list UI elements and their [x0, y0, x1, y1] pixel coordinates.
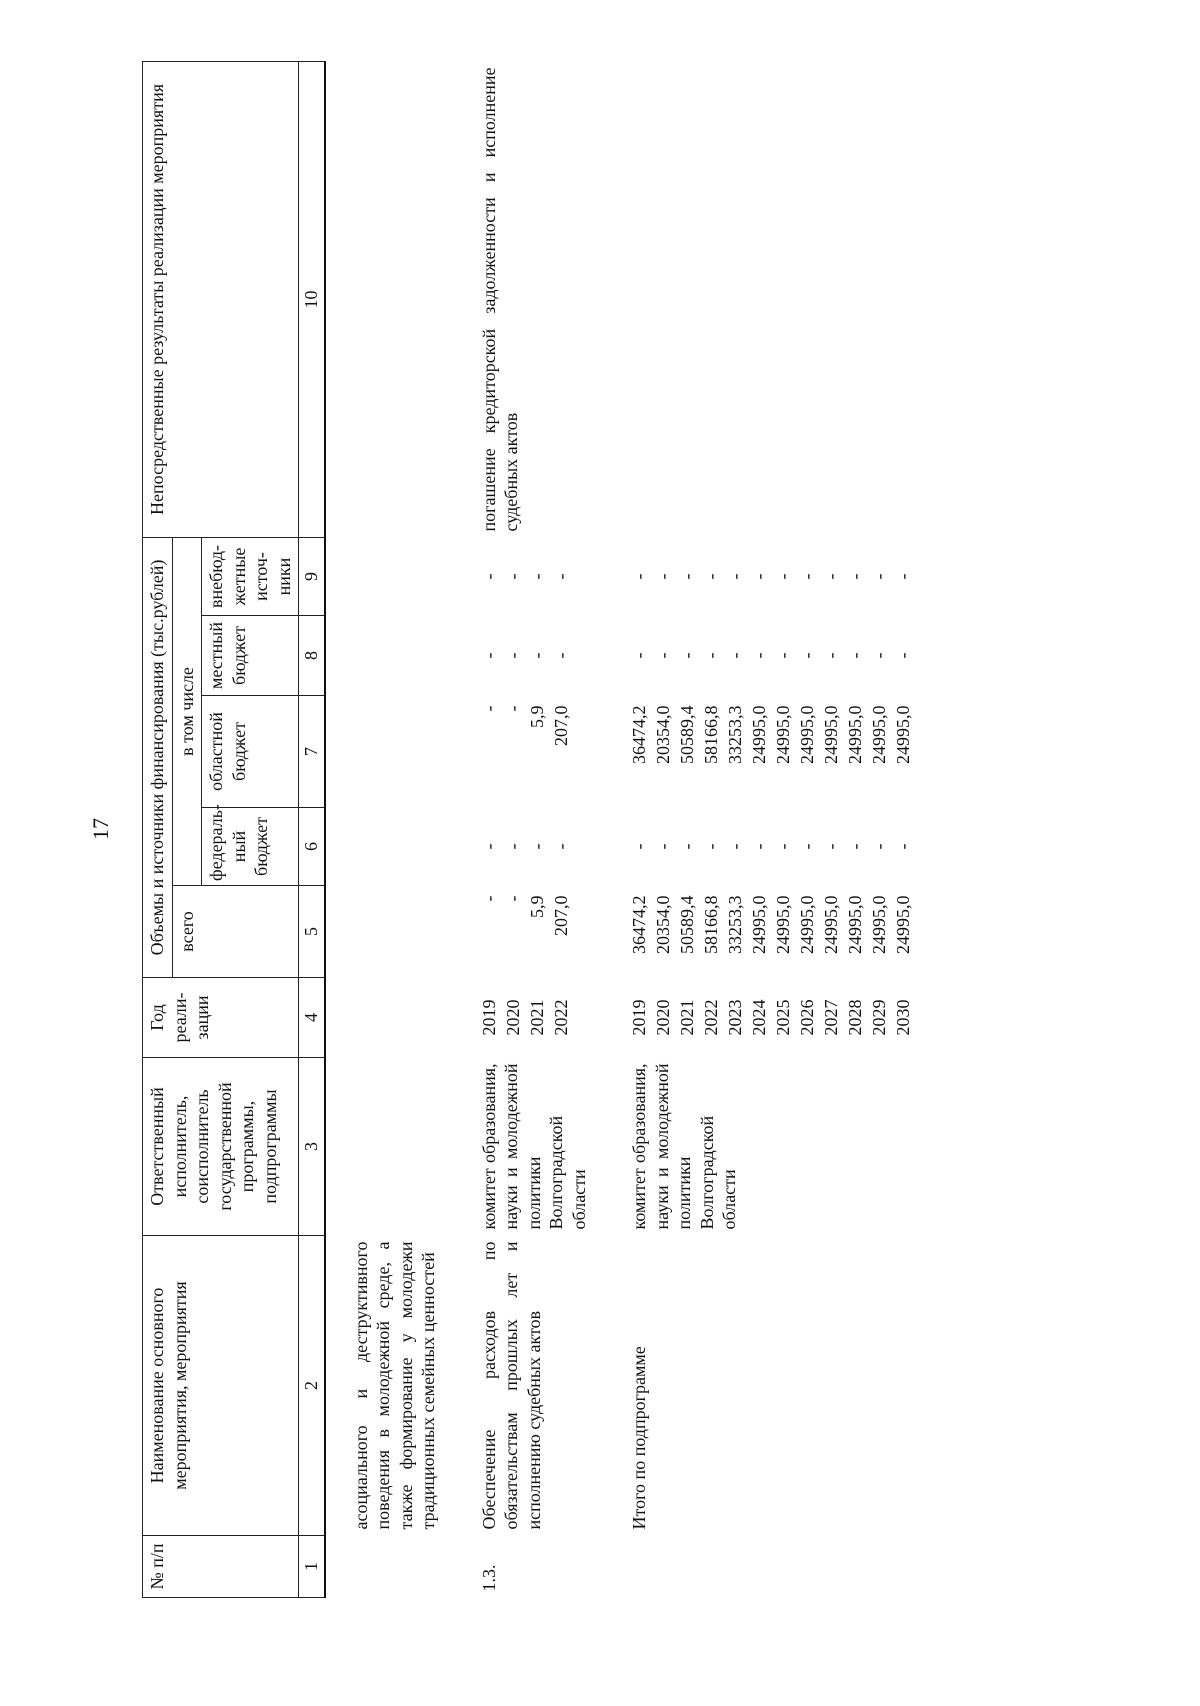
extrabudget-value: -: [701, 573, 721, 580]
total-cell: [626, 886, 918, 978]
federal-value: -: [478, 843, 499, 850]
local-value: -: [629, 652, 649, 659]
regional-value: 24995,0: [797, 705, 817, 764]
federal-value: -: [773, 843, 793, 850]
regional-value: 20354,0: [653, 705, 673, 764]
total-value: 24995,0: [893, 895, 913, 954]
year-value: 2022: [550, 999, 571, 1036]
regional-value: -: [478, 705, 499, 712]
local-value: -: [845, 652, 865, 659]
regional-value: 50589,4: [677, 705, 697, 764]
total-value: 58166,8: [701, 895, 721, 954]
year-value: 2019: [478, 999, 499, 1036]
total-value: 24995,0: [845, 895, 865, 954]
extrabudget-value: -: [526, 573, 547, 580]
regional-value: 33253,3: [725, 705, 745, 764]
local-value: -: [653, 652, 673, 659]
total-value: 20354,0: [653, 895, 673, 954]
column-numbers-row: [299, 61, 325, 1597]
federal-value: -: [629, 843, 649, 850]
total-cell: [476, 886, 593, 978]
regional-value: 5,9: [526, 705, 547, 728]
year-value: 2030: [893, 999, 913, 1036]
federal-value: -: [526, 843, 547, 850]
row-number: [348, 1536, 442, 1598]
year-value: 2020: [502, 999, 523, 1036]
total-value: -: [478, 895, 499, 902]
rotated-page-content: [142, 62, 1062, 1598]
table-row: [626, 61, 918, 1597]
extrabudget-value: -: [749, 573, 769, 580]
regional-value: 24995,0: [773, 705, 793, 764]
extrabudget-cell: [626, 537, 918, 615]
total-value: 24995,0: [869, 895, 889, 954]
column-number: 10: [299, 61, 325, 537]
header-regional: областной бюджет: [202, 696, 299, 808]
local-value: -: [550, 652, 571, 659]
column-number: 2: [299, 1236, 325, 1536]
extrabudget-value: -: [478, 573, 499, 580]
federal-value: -: [502, 843, 523, 850]
year-value: 2019: [629, 999, 649, 1036]
extrabudget-value: -: [677, 573, 697, 580]
executor: комитет образования, науки и молодежной политики Волгоградской области: [478, 1063, 589, 1230]
regional-cell: [626, 696, 918, 808]
extrabudget-cell: [476, 537, 593, 615]
regional-value: 24995,0: [845, 705, 865, 764]
executor: комитет образования, науки и молодежной политики Волгоградской области: [629, 1063, 739, 1230]
federal-cell: [626, 808, 918, 886]
year-value: 2024: [749, 999, 769, 1036]
column-number: 6: [299, 808, 325, 886]
regional-value: 207,0: [550, 705, 571, 746]
regional-value: 36474,2: [629, 705, 649, 764]
year-value: 2027: [821, 999, 841, 1036]
local-value: -: [478, 652, 499, 659]
column-number: 1: [299, 1536, 325, 1598]
header-extrabudget: внебюд-жетные источ-ники: [202, 537, 299, 615]
extrabudget-value: -: [502, 573, 523, 580]
local-value: -: [526, 652, 547, 659]
local-value: -: [821, 652, 841, 659]
local-value: -: [502, 652, 523, 659]
years-cell: [626, 978, 918, 1058]
year-value: 2029: [869, 999, 889, 1036]
federal-value: -: [550, 843, 571, 850]
row-number: 1.3.: [478, 1564, 499, 1592]
year-value: 2020: [653, 999, 673, 1036]
federal-value: -: [725, 843, 745, 850]
federal-value: -: [797, 843, 817, 850]
header-total: всего: [172, 886, 299, 978]
regional-value: -: [502, 705, 523, 712]
extrabudget-value: -: [821, 573, 841, 580]
federal-value: -: [821, 843, 841, 850]
total-value: 24995,0: [773, 895, 793, 954]
local-value: -: [773, 652, 793, 659]
total-value: 24995,0: [821, 895, 841, 954]
total-value: 24995,0: [749, 895, 769, 954]
column-number: 4: [299, 978, 325, 1058]
local-value: -: [749, 652, 769, 659]
total-value: 5,9: [526, 895, 547, 918]
extrabudget-value: -: [773, 573, 793, 580]
federal-cell: [476, 808, 593, 886]
page-number: 17: [88, 818, 113, 840]
federal-value: -: [653, 843, 673, 850]
total-value: 207,0: [550, 895, 571, 936]
total-value: -: [502, 895, 523, 902]
table-header: [143, 61, 325, 1597]
federal-value: -: [845, 843, 865, 850]
year-value: 2026: [797, 999, 817, 1036]
header-funding: Объемы и источники финансирования (тыс.рублей): [143, 537, 173, 977]
column-number: 9: [299, 537, 325, 615]
year-value: 2022: [701, 999, 721, 1036]
year-value: 2028: [845, 999, 865, 1036]
year-value: 2021: [677, 999, 697, 1036]
year-value: 2021: [526, 999, 547, 1036]
local-value: -: [869, 652, 889, 659]
federal-value: -: [893, 843, 913, 850]
activity-name: асоциального и деструктивного поведения в молодежной среде, а также формирование у молодежи традиционных семейных ценностей: [350, 1241, 438, 1530]
local-value: -: [725, 652, 745, 659]
total-value: 33253,3: [725, 895, 745, 954]
header-executor: Ответственный исполнитель, соисполнитель государственной программы, подпрограммы: [143, 1058, 299, 1236]
federal-value: -: [677, 843, 697, 850]
table-row: [476, 61, 593, 1597]
regional-value: 24995,0: [893, 705, 913, 764]
local-value: -: [701, 652, 721, 659]
program-activities-table: [142, 61, 918, 1598]
years-cell: [476, 978, 593, 1058]
extrabudget-value: -: [869, 573, 889, 580]
column-number: 3: [299, 1058, 325, 1236]
total-value: 24995,0: [797, 895, 817, 954]
federal-value: -: [749, 843, 769, 850]
subtotal-label: Итого по подпрограмме: [629, 1346, 649, 1530]
local-cell: [626, 616, 918, 696]
total-value: 50589,4: [677, 895, 697, 954]
regional-cell: [476, 696, 593, 808]
extrabudget-value: -: [629, 573, 649, 580]
header-including: в том числе: [172, 537, 202, 885]
regional-value: 24995,0: [749, 705, 769, 764]
local-value: -: [677, 652, 697, 659]
result-text: погашение кредиторской задолженности и исполнение судебных актов: [478, 67, 521, 532]
federal-value: -: [701, 843, 721, 850]
local-cell: [476, 616, 593, 696]
header-federal: федераль-ный бюджет: [202, 808, 299, 886]
extrabudget-value: -: [725, 573, 745, 580]
activity-name: Обеспечение расходов по обязательствам прошлых лет и исполнению судебных актов: [478, 1241, 544, 1530]
year-value: 2025: [773, 999, 793, 1036]
column-number: 7: [299, 696, 325, 808]
header-results: Непосредственные результаты реализации мероприятия: [143, 61, 299, 537]
header-year: Год реали-зации: [143, 978, 299, 1058]
header-local: местный бюджет: [202, 616, 299, 696]
header-number: № п/п: [143, 1536, 299, 1598]
extrabudget-value: -: [845, 573, 865, 580]
header-activity-name: Наименование основного мероприятия, мероприятия: [143, 1236, 299, 1536]
year-value: 2023: [725, 999, 745, 1036]
extrabudget-value: -: [797, 573, 817, 580]
row-number: [626, 1536, 918, 1598]
local-value: -: [797, 652, 817, 659]
result-text: [626, 61, 918, 537]
total-value: 36474,2: [629, 895, 649, 954]
table-row: [348, 61, 442, 1597]
regional-value: 24995,0: [821, 705, 841, 764]
extrabudget-value: -: [893, 573, 913, 580]
extrabudget-value: -: [653, 573, 673, 580]
column-number: 5: [299, 886, 325, 978]
regional-value: 24995,0: [869, 705, 889, 764]
extrabudget-value: -: [550, 573, 571, 580]
federal-value: -: [869, 843, 889, 850]
regional-value: 58166,8: [701, 705, 721, 764]
local-value: -: [893, 652, 913, 659]
column-number: 8: [299, 616, 325, 696]
